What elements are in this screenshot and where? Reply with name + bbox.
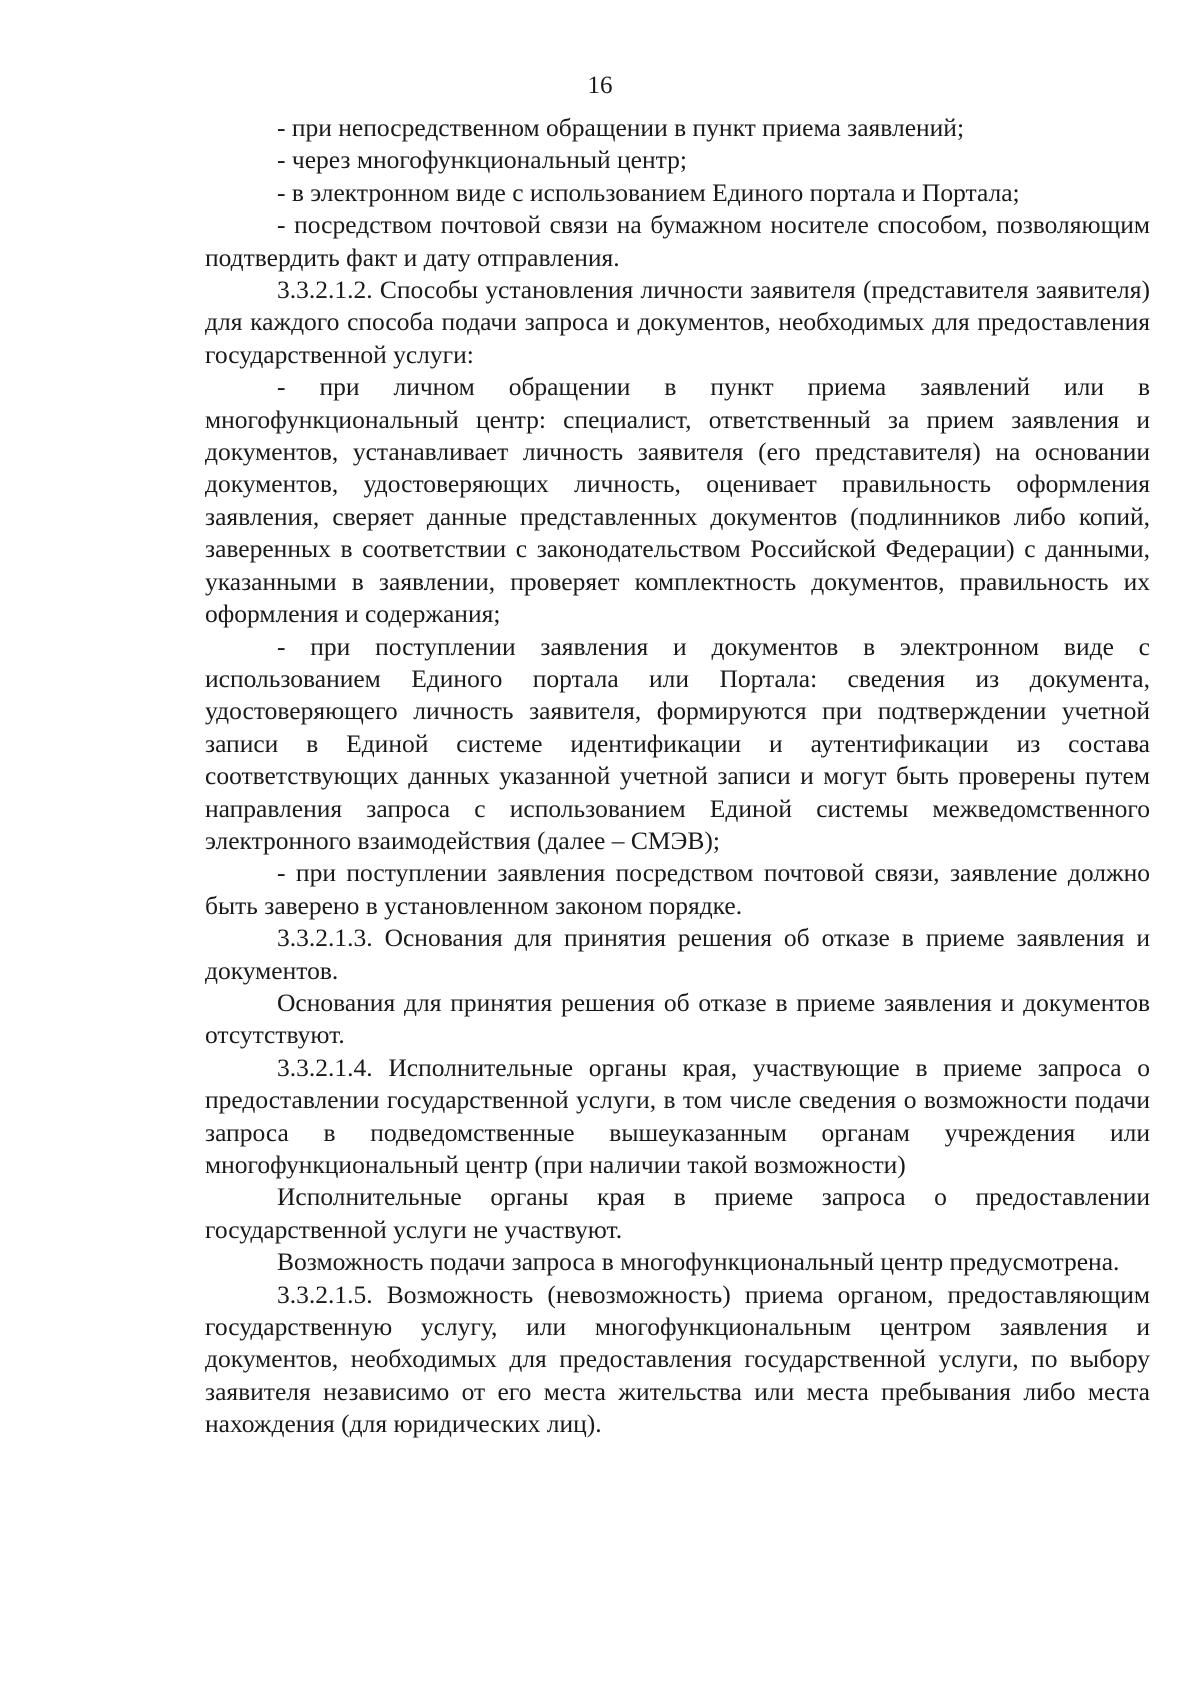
paragraph-bullet-personal-visit: - при личном обращении в пункт приема заявлений или в многофункциональный центр: специалист, ответственный за прием заявления и документов, устанавливает личность заявителя (его представителя) на основании документов, удостоверяющих личность, оценивает правильность оформления заявления, сверяет данные представленных документов (подлинников либо копий, заверенных в соответствии с законодательством Российской Федерации) с данными, указанными в заявлении, проверяет комплектность документов, правильность их оформления и содержания;: [205, 372, 1150, 629]
document-body: [205, 112, 1150, 1441]
paragraph-section-3-3-2-1-5: 3.3.2.1.5. Возможность (невозможность) приема органом, предоставляющим государственную услугу, или многофункциональным центром заявления и документов, необходимых для предоставления государственной услуги, по выбору заявителя независимо от его места жительства или места пребывания либо места нахождения (для юридических лиц).: [205, 1279, 1150, 1439]
paragraph-bullet-postal-submission: - при поступлении заявления посредством почтовой связи, заявление должно быть заверено в установленном законом порядке.: [205, 858, 1150, 920]
paragraph-bullet-in-person: - при непосредственном обращении в пункт приема заявлений;: [277, 113, 965, 142]
page-number: 16: [587, 72, 613, 99]
paragraph-organs-not-participating: Исполнительные органы края в приеме запроса о предоставлении государственной услуги не участвуют.: [205, 1182, 1150, 1244]
paragraph-bullet-mfc: - через многофункциональный центр;: [277, 145, 687, 175]
paragraph-bullet-electronic-submission: - при поступлении заявления и документов в электронном виде с использованием Единого портала или Портала: сведения из документа, удостоверяющего личность заявителя, формируются при подтверждении учетной записи в Единой системе идентификации и аутентификации из состава соответствующих данных указанной учетной записи и могут быть проверены путем направления запроса с использованием Единой системы межведомственного электронного взаимодействия (далее – СМЭВ);: [205, 631, 1150, 855]
paragraph-mfc-possibility: Возможность подачи запроса в многофункциональный центр предусмотрена.: [277, 1247, 1120, 1277]
paragraph-bullet-electronic: - в электронном виде с использованием Единого портала и Портала;: [277, 177, 1020, 207]
paragraph-section-3-3-2-1-4: 3.3.2.1.4. Исполнительные органы края, участвующие в приеме запроса о предоставлении государственной услуги, в том числе сведения о возможности подачи запроса в подведомственные вышеуказанным органам учреждения или многофункциональный центр (при наличии такой возможности): [205, 1052, 1150, 1179]
paragraph-section-3-3-2-1-3: 3.3.2.1.3. Основания для принятия решения об отказе в приеме заявления и документов.: [205, 923, 1150, 985]
paragraph-no-refusal-grounds: Основания для принятия решения об отказе в приеме заявления и документов отсутствуют.: [205, 987, 1150, 1050]
paragraph-bullet-postal: - посредством почтовой связи на бумажном носителе способом, позволяющим подтвердить факт и дату отправления.: [205, 210, 1150, 272]
paragraph-section-3-3-2-1-2: 3.3.2.1.2. Способы установления личности заявителя (представителя заявителя) для каждого способа подачи запроса и документов, необходимых для предоставления государственной услуги:: [205, 275, 1150, 369]
